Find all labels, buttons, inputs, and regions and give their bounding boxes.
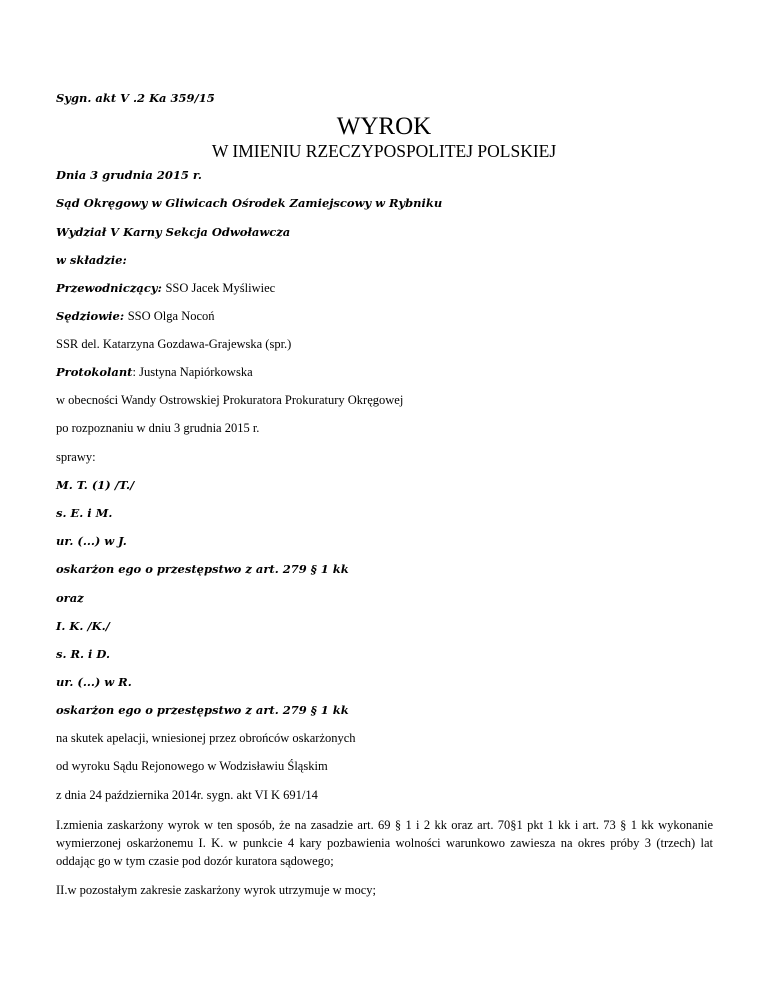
judges-name: SSO Olga Nocoń — [127, 309, 215, 323]
defendant1-born: ur. (...) w J. — [56, 534, 127, 548]
defendant1-name: M. T. (1) /T./ — [56, 478, 135, 492]
case-label: sprawy: — [56, 450, 96, 464]
defendant1-parents: s. E. i M. — [56, 506, 113, 520]
document-subtitle: W IMIENIU RZECZYPOSPOLITEJ POLSKIEJ — [211, 141, 557, 161]
defendant2-born: ur. (...) w R. — [56, 675, 132, 689]
judges-line — [56, 309, 712, 324]
court-name: Sąd Okręgowy w Gliwicach Ośrodek Zamiejscowy w Rybniku — [56, 196, 443, 210]
defendant2-parents: s. R. i D. — [56, 647, 110, 661]
defendant2-charge: oskarżon ego o przestępstwo z art. 279 § 1 kk — [56, 703, 349, 717]
composition-label: w składzie: — [56, 253, 127, 267]
defendant2-name: I. K. /K./ — [56, 619, 110, 633]
presence-line: w obecności Wandy Ostrowskiej Prokuratora Prokuratury Okręgowej — [56, 393, 404, 407]
recorder-line — [56, 365, 712, 380]
presiding-name: SSO Jacek Myśliwiec — [165, 281, 276, 295]
recorder-name: : Justyna Napiórkowska — [132, 365, 253, 379]
ruling-point-2: II.w pozostałym zakresie zaskarżony wyrok utrzymuje w mocy; — [56, 883, 377, 897]
case-signature: Sygn. akt V .2 Ka 359/15 — [56, 91, 215, 105]
appeal-line: na skutek apelacji, wniesionej przez obrońców oskarżonych — [56, 731, 356, 745]
recorder-label: Protokolant — [56, 365, 133, 379]
from-judgment-line: od wyroku Sądu Rejonowego w Wodzisławiu Śląskim — [56, 759, 328, 773]
judges-label: Sędziowie: — [56, 309, 125, 323]
judgment-date-line: z dnia 24 października 2014r. sygn. akt VI K 691/14 — [56, 788, 318, 802]
document-title: WYROK — [336, 113, 432, 140]
defendant1-charge: oskarżon ego o przestępstwo z art. 279 § 1 kk — [56, 562, 349, 576]
date-line: Dnia 3 grudnia 2015 r. — [56, 168, 202, 182]
and-label: oraz — [56, 591, 84, 605]
presiding-line — [56, 281, 712, 296]
presiding-label: Przewodniczący: — [56, 281, 162, 295]
hearing-line: po rozpoznaniu w dniu 3 grudnia 2015 r. — [56, 421, 260, 435]
ruling-point-1: I.zmienia zaskarżony wyrok w ten sposób, że na zasadzie art. 69 § 1 i 2 kk oraz art. 70§1 pkt 1 kk i art. 73 § 1 kk wykonanie wymierzonej oskarżonemu I. K. w punkcie 4 kary pozbawienia wolności warunkowo zawiesza na okres próby 3 (trzech) lat oddając go w tym czasie pod dozór kuratora sądowego; — [56, 818, 713, 868]
court-division: Wydział V Karny Sekcja Odwoławcza — [56, 225, 291, 239]
judge-second: SSR del. Katarzyna Gozdawa-Grajewska (spr.) — [56, 337, 292, 351]
